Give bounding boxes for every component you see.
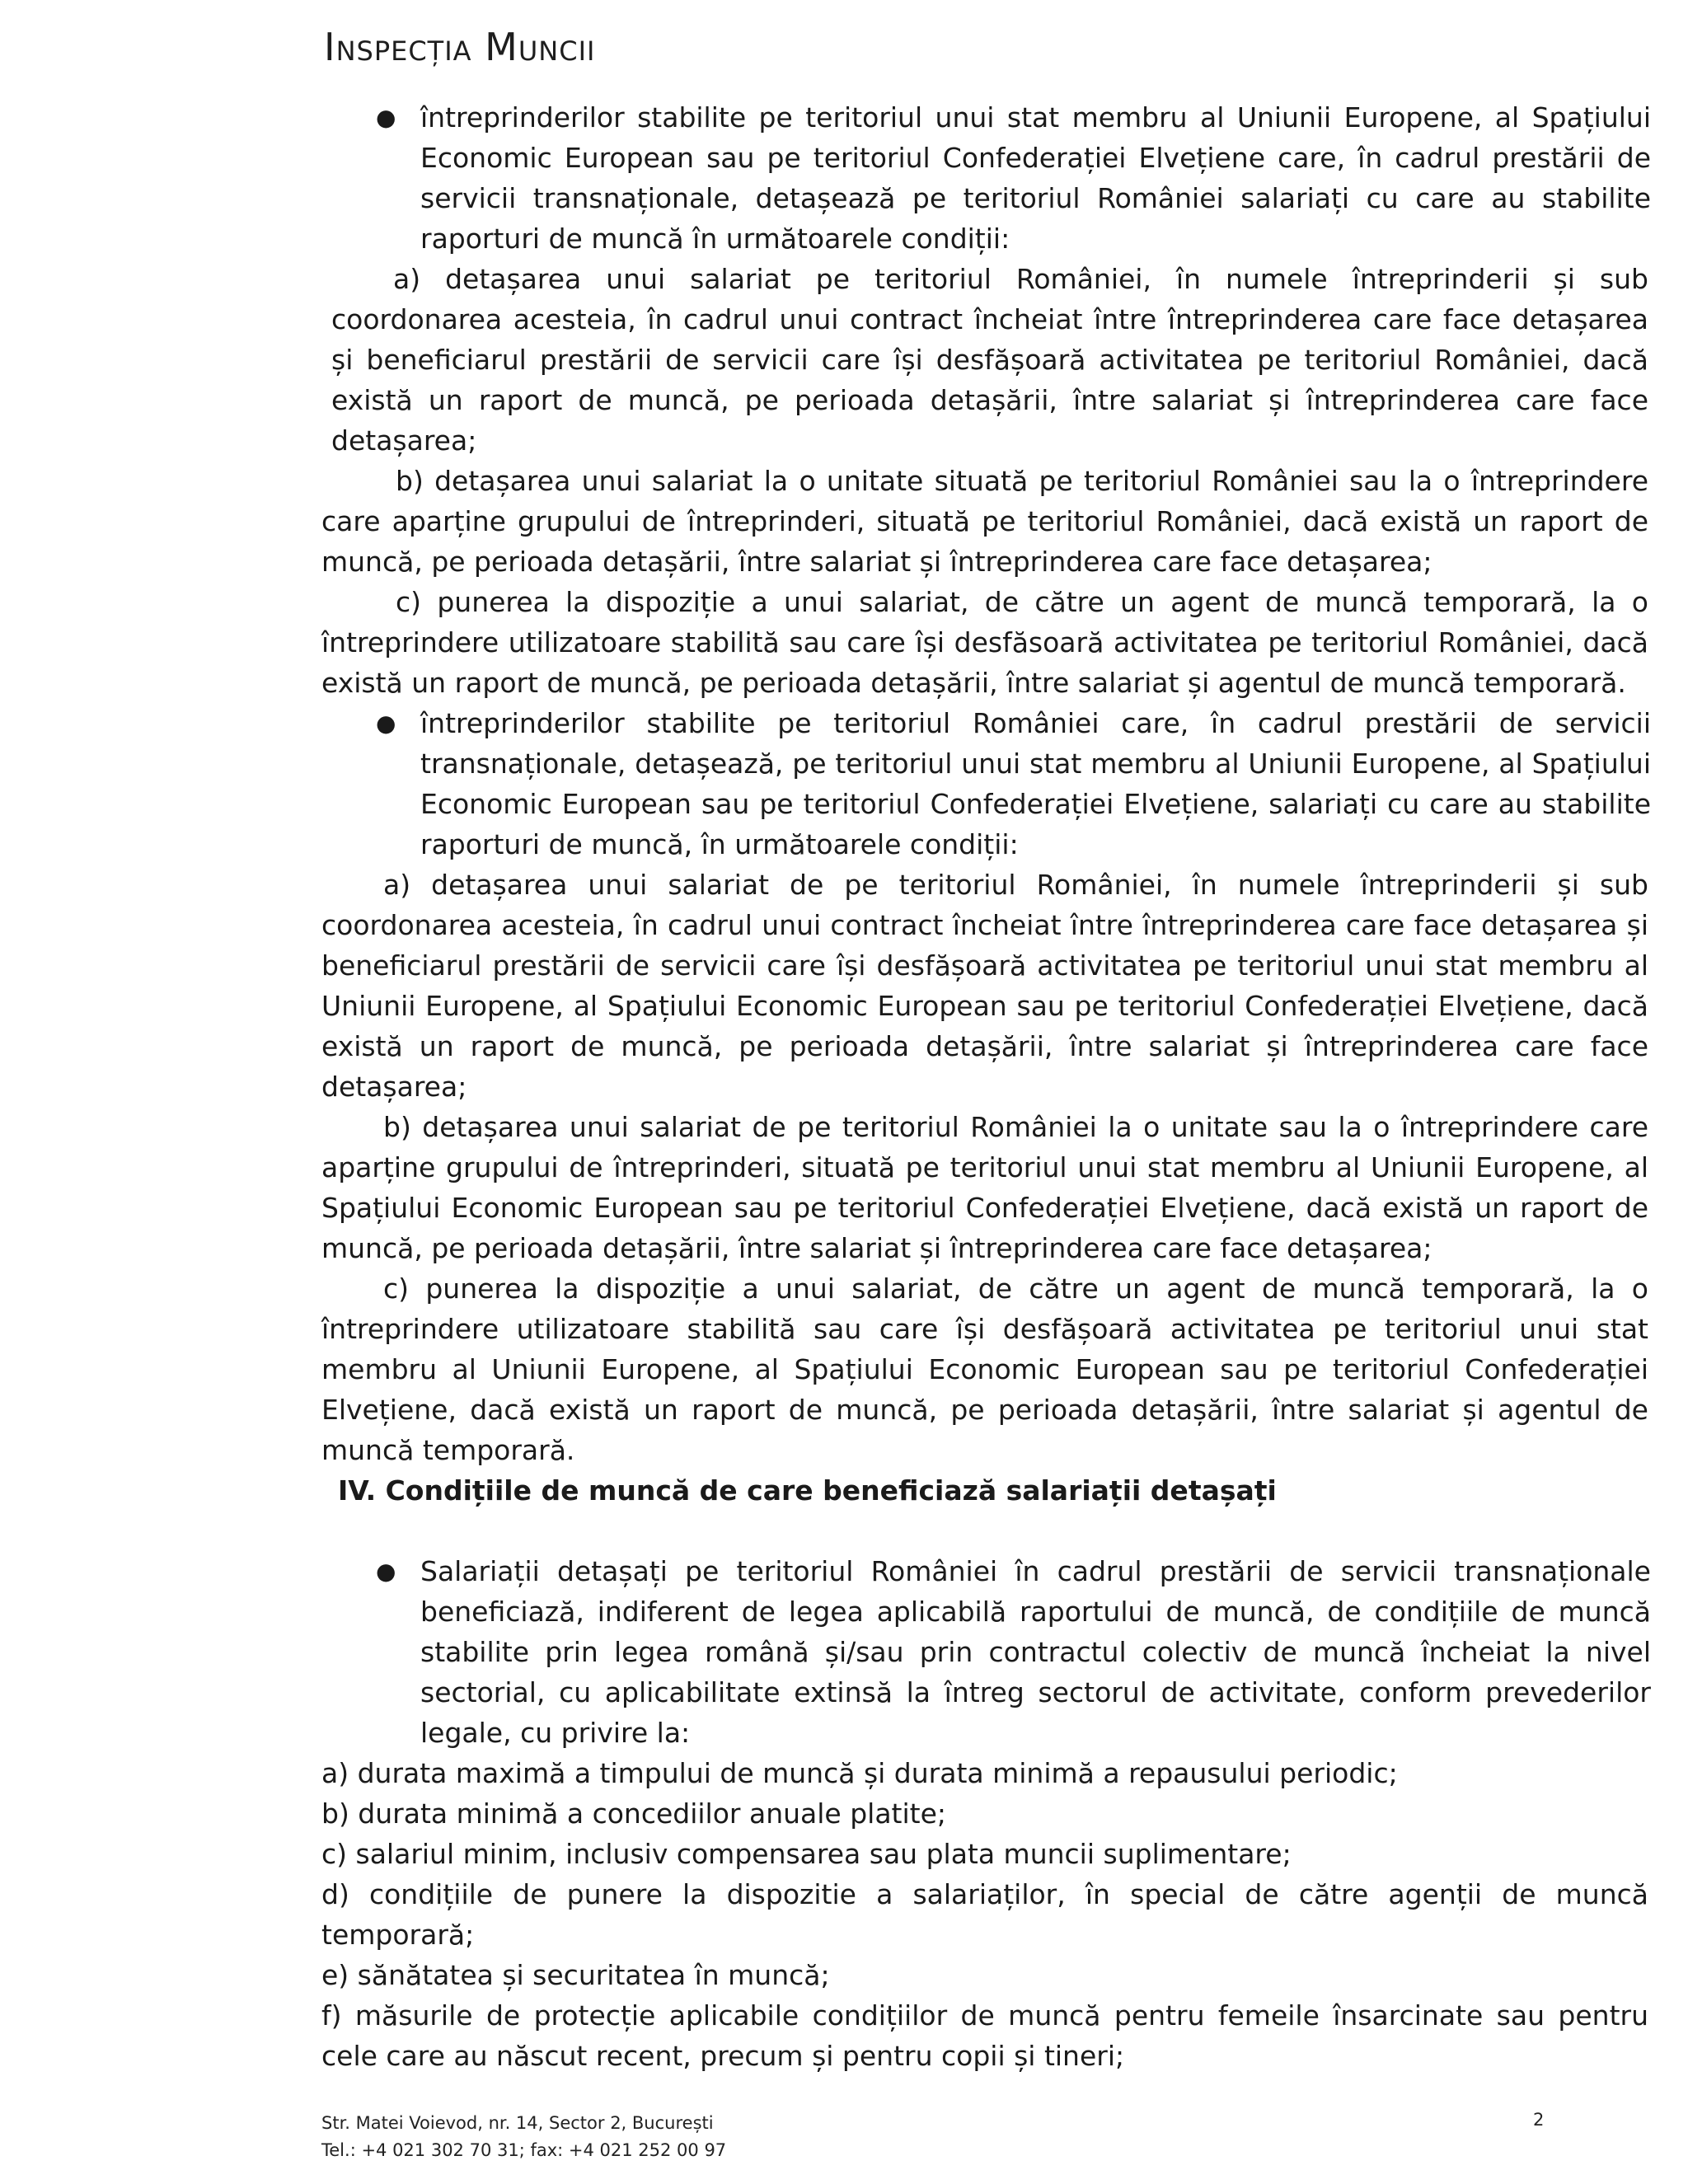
bullet-icon: ● (376, 1558, 396, 1585)
bullet-2-text: întreprinderilor stabilite pe teritoriul României care, în cadrul prestării de servicii transnaționale, detașează, pe teritoriul unui stat membru al Uniunii Europene, al Spațiului Economic European sau pe teritoriul Confederației Elvețiene, salariați cu care au stabilite raporturi de muncă, în următoarele condiții: (420, 707, 1651, 860)
document-body (321, 97, 1651, 2076)
footer-address: Str. Matei Voievod, nr. 14, Sector 2, București (321, 2113, 714, 2133)
condition-a-ro: a) detașarea unui salariat pe teritoriul României, în numele întreprinderii și sub coordonarea acesteia, în cadrul unui contract încheiat între întreprinderea care face detașarea și beneficiarul prestării de servicii care își desfășoară activitatea pe teritoriul României, dacă există un raport de muncă, pe perioada detașării, între salariat și întreprinderea care face detașarea; (331, 263, 1648, 457)
bullet-paragraph-3 (321, 1551, 1651, 1753)
footer-phone: Tel.: +4 021 302 70 31; fax: +4 021 252 00 97 (321, 2140, 727, 2160)
page-title: Inspecția Muncii (324, 25, 596, 69)
list-item: c) salariul minim, inclusiv compensarea sau plata muncii suplimentare; (321, 1838, 1292, 1870)
condition-b-eu: b) detașarea unui salariat de pe teritoriul României la o unitate sau la o întreprindere care aparține grupului de întreprinderi, situată pe teritoriul unui stat membru al Uniunii Europene, al Spațiului Economic European sau pe teritoriul Confederației Elvețiene, dacă există un raport de muncă, pe perioada detașării, între salariat și întreprinderea care face detașarea; (321, 1111, 1648, 1264)
bullet-3-text: Salariații detașați pe teritoriul României în cadrul prestării de servicii transnaționale beneficiază, indiferent de legea aplicabilă raportului de muncă, de condițiile de muncă stabilite prin legea română și/sau prin contractul colectiv de muncă încheiat la nivel sectorial, cu aplicabilitate extinsă la întreg sectorul de activitate, conform prevederilor legale, cu privire la: (420, 1555, 1651, 1749)
condition-a-eu: a) detașarea unui salariat de pe teritoriul României, în numele întreprinderii și sub coordonarea acesteia, în cadrul unui contract încheiat între întreprinderea care face detașarea și beneficiarul prestării de servicii care își desfășoară activitatea pe teritoriul unui stat membru al Uniunii Europene, al Spațiului Economic European sau pe teritoriul Confederației Elvețiene, dacă există un raport de muncă, pe perioada detașării, între salariat și întreprinderea care face detașarea; (321, 869, 1648, 1103)
list-item: b) durata minimă a concediilor anuale platite; (321, 1797, 947, 1830)
bullet-icon: ● (376, 104, 396, 131)
list-item: f) măsurile de protecție aplicabile condițiilor de muncă pentru femeile însarcinate sau pentru cele care au născut recent, precum și pentru copii și tineri; (321, 1999, 1648, 2072)
section-heading: IV. Condițiile de muncă de care beneficiază salariații detașați (338, 1474, 1277, 1507)
spacer (321, 1511, 1648, 1551)
condition-b-ro: b) detașarea unui salariat la o unitate situată pe teritoriul României sau la o întreprindere care aparține grupului de întreprinderi, situată pe teritoriul României, dacă există un raport de muncă, pe perioada detașării, între salariat și întreprinderea care face detașarea; (321, 465, 1648, 578)
list-item: a) durata maximă a timpului de muncă și durata minimă a repausului periodic; (321, 1757, 1398, 1789)
condition-c-eu: c) punerea la dispoziție a unui salariat, de către un agent de muncă temporară, la o întreprindere utilizatoare stabilită sau care își desfășoară activitatea pe teritoriul unui stat membru al Uniunii Europene, al Spațiului Economic European sau pe teritoriul Confederației Elvețiene, dacă există un raport de muncă, pe perioada detașării, între salariat și agentul de muncă temporară. (321, 1272, 1648, 1466)
bullet-paragraph-1 (321, 97, 1651, 259)
bullet-icon: ● (376, 710, 396, 737)
condition-c-ro: c) punerea la dispoziție a unui salariat, de către un agent de muncă temporară, la o întreprindere utilizatoare stabilită sau care își desfăsoară activitatea pe teritoriul României, dacă există un raport de muncă, pe perioada detașării, între salariat și agentul de muncă temporară. (321, 586, 1648, 699)
bullet-1-text: întreprinderilor stabilite pe teritoriul unui stat membru al Uniunii Europene, al Spațiului Economic European sau pe teritoriul Confederației Elvețiene care, în cadrul prestării de servicii transnaționale, detașează pe teritoriul României salariați cu care au stabilite raporturi de muncă în următoarele condiții: (420, 101, 1651, 255)
bullet-paragraph-2 (321, 703, 1651, 865)
list-item: e) sănătatea și securitatea în muncă; (321, 1959, 830, 1991)
list-item: d) condițiile de punere la dispozitie a salariaților, în special de către agenții de muncă temporară; (321, 1878, 1648, 1951)
footer-contact (321, 2110, 726, 2164)
page-number: 2 (1533, 2110, 1545, 2130)
